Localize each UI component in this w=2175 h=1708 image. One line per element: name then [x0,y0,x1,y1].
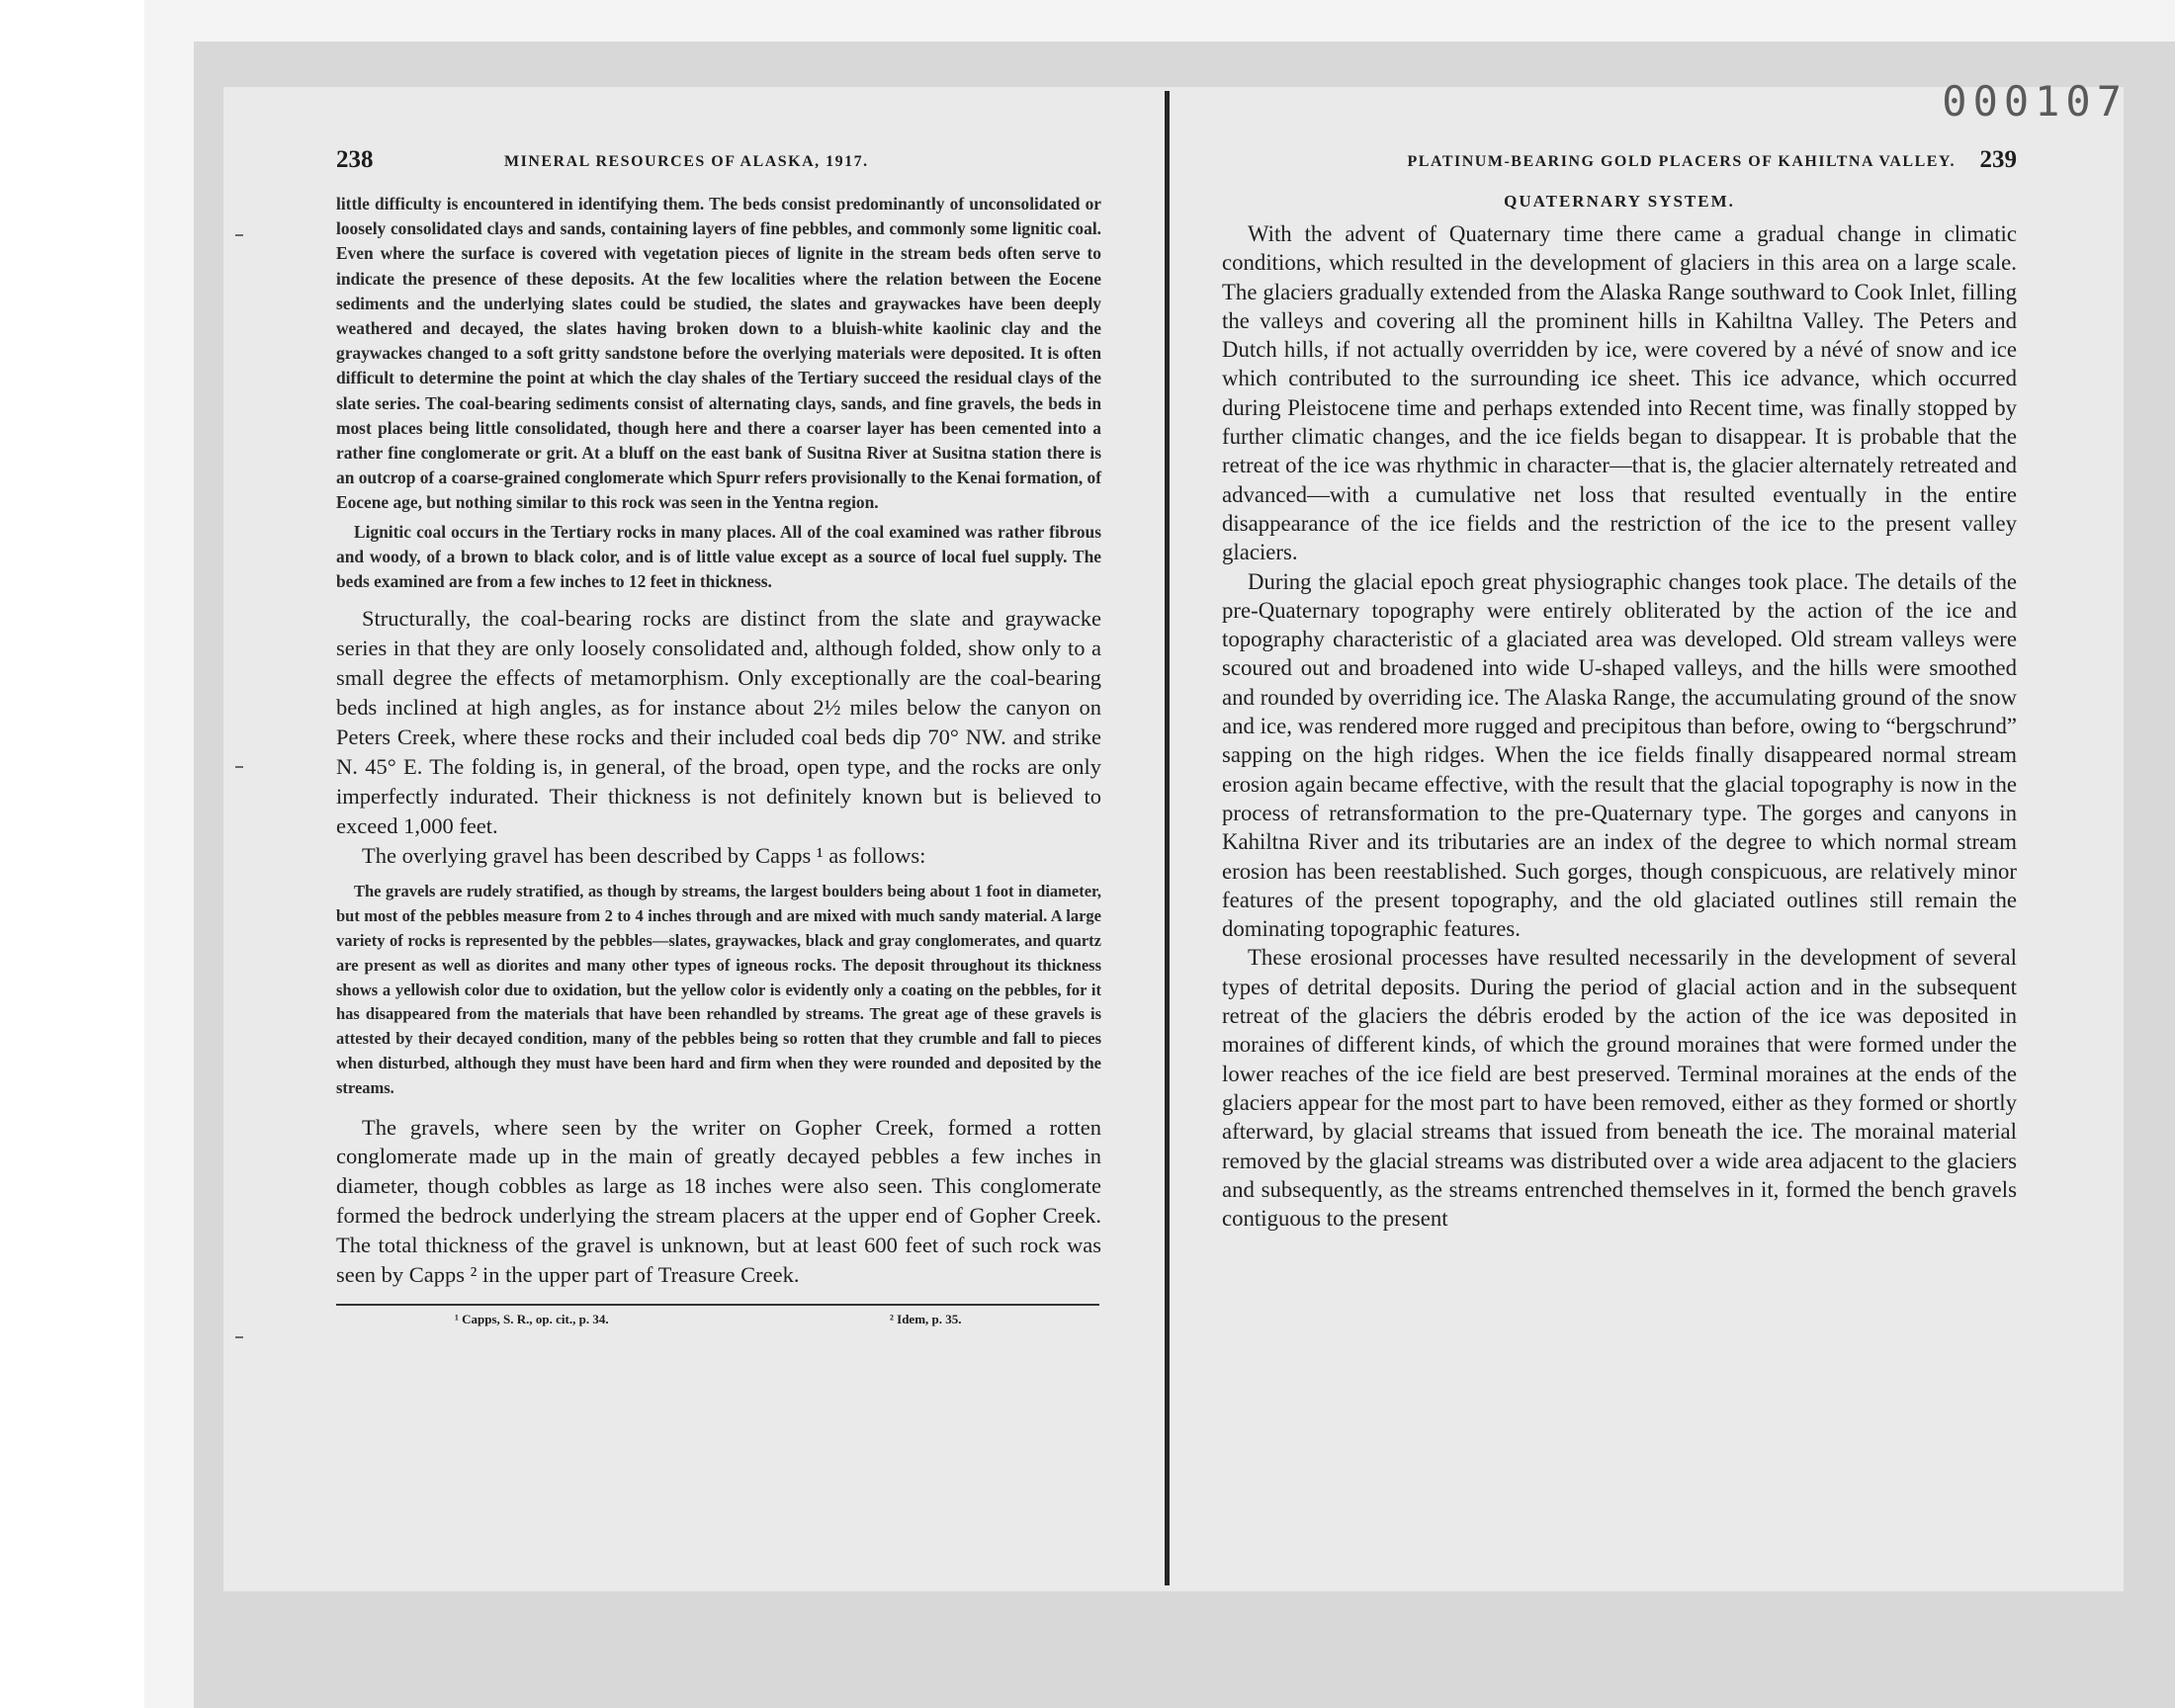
page-number: 239 [1979,146,2017,173]
section-heading: QUATERNARY SYSTEM. [1504,192,1735,211]
body-paragraph: Structurally, the coal-bearing rocks are distinct from the slate and graywacke series in that they are only loosely consolidated and, although folded, show only to a small degree the effects of metamorphism. Only exceptionally are the coal-bearing beds inclined at high angles, as for instance about 2½ miles below the canyon on Peters Creek, where these rocks and their included coal beds dip 70° NW. and strike N. 45° E. The folding is, in general, of the broad, open type, and the rocks are only imperfectly indurated. Their thickness is not definitely known but is believed to exceed 1,000 feet. [336,606,1101,838]
left-margin [0,0,144,1708]
margin-tick [235,1336,243,1338]
footnotes [336,1312,1101,1337]
left-page [336,146,1101,1337]
running-title: MINERAL RESOURCES OF ALASKA, 1917. [504,153,869,170]
document-stamp-number: 000107 [1942,77,2128,126]
running-title: PLATINUM-BEARING GOLD PLACERS OF KAHILTNA VALLEY. [1407,153,1956,170]
block-quote: The gravels are rudely stratified, as though by streams, the largest boulders being about 1 foot in diameter, but most of the pebbles measure from 2 to 4 inches through and are mixed with much sandy material. A large variety of rocks is represented by the pebbles—slates, graywackes, black and gray conglomerates, and quartz are present as well as diorites and many other types of igneous rocks. The deposit throughout its thickness shows a yellowish color due to oxidation, but the yellow color is evidently only a coating on the pebbles, for it has disappeared from the materials that have been rehandled by streams. The great age of these gravels is attested by their decayed condition, many of the pebbles being so rotten that they crumble and fall to pieces when disturbed, although they must have been hard and firm when they were rounded and deposited by the streams. [336,882,1101,1097]
page-gutter [1165,91,1170,1585]
left-page-header [336,146,1101,192]
margin-tick [235,234,243,236]
footnote: ² Idem, p. 35. [890,1312,962,1327]
right-page [1222,146,2017,1233]
small-paragraph: Lignitic coal occurs in the Tertiary rocks in many places. All of the coal examined was rather fibrous and woody, of a brown to black color, and is of little value except as a source of local fuel supply. The beds examined are from a few inches to 12 feet in thickness. [336,521,1101,592]
page-number: 238 [336,146,374,173]
body-paragraph: The overlying gravel has been described by Capps ¹ as follows: [362,842,926,868]
body-paragraph: These erosional processes have resulted necessarily in the development of several types of detrital deposits. During the period of glacial action and in the subsequent retreat of the glaciers the débris eroded by the action of the ice was deposited in moraines of different kinds, of which the ground moraines that were formed under the lower reaches of the ice field are best preserved. Terminal moraines at the ends of the glaciers appear for the most part to have been removed, either as they formed or shortly afterward, by glacial streams that issued from beneath the ice. The morainal material removed by the glacial streams was distributed over a wide area adjacent to the glaciers and subsequently, as the streams entrenched themselves in it, formed the bench gravels contiguous to the present [1222,945,2017,1232]
body-paragraph: During the glacial epoch great physiographic changes took place. The details of the pre-Quaternary topography were entirely obliterated by the action of the ice and topography characteristic of a glaciated area was developed. Old stream valleys were scoured out and broadened into wide U-shaped valleys, and the hills were smoothed and rounded by overriding ice. The Alaska Range, the accumulating ground of the snow and ice, was rendered more rugged and precipitous than before, owing to “bergschrund” sapping on the high ridges. When the ice fields finally disappeared normal stream erosion again became effective, with the result that the glacial topography is now in the process of retransformation to the pre-Quaternary type. The gorges and canyons in Kahiltna River and its tributaries are an index of the degree to which normal stream erosion has been reestablished. Such gorges, though conspicuous, are relatively minor features of the present topography, and the old glaciated outlines still remain the dominating topographic features. [1222,568,2017,942]
right-page-header [1222,146,2017,192]
small-paragraph: little difficulty is encountered in identifying them. The beds consist predominantly of unconsolidated or loosely consolidated clays and sands, containing layers of fine pebbles, and commonly some lignitic coal. Even where the surface is covered with vegetation pieces of lignite in the stream beds often serve to indicate the presence of these deposits. At the few localities where the relation between the Eocene sediments and the underlying slates could be studied, the slates and graywackes have been deeply weathered and decayed, the slates having broken down to a bluish-white kaolinic clay and the graywackes changed to a soft gritty sandstone before the overlying materials were deposited. It is often difficult to determine the point at which the clay shales of the Tertiary succeed the residual clays of the slate series. The coal-bearing sediments consist of alternating clays, sands, and fine gravels, the beds in most places being little consolidated, though here and there a coarser layer has been cemented into a rather fine conglomerate or grit. At a bluff on the east bank of Susitna River at Susitna station there is an outcrop of a coarse-grained conglomerate which Spurr refers provisionally to the Kenai formation, of Eocene age, but nothing similar to this rock was seen in the Yentna region. [336,194,1101,513]
body-paragraph: With the advent of Quaternary time there came a gradual change in climatic conditions, which resulted in the development of glaciers in this area on a large scale. The glaciers gradually extended from the Alaska Range southward to Cook Inlet, filling the valleys and covering all the prominent hills in Kahiltna Valley. The Peters and Dutch hills, if not actually overridden by ice, were covered by a névé of snow and ice which contributed to the surrounding ice sheet. This ice advance, which occurred during Pleistocene time and perhaps extended into Recent time, was finally stopped by further climatic changes, and the ice fields began to disappear. It is probable that the retreat of the ice was rhythmic in character—that is, the glacier alternately retreated and advanced—with a cumulative net loss that resulted eventually in the entire disappearance of the ice fields and the restriction of the ice to the present valley glaciers. [1222,221,2017,565]
footnote-divider [336,1304,1099,1306]
margin-tick [235,766,243,768]
footnote: ¹ Capps, S. R., op. cit., p. 34. [455,1312,609,1327]
body-paragraph: The gravels, where seen by the writer on Gopher Creek, formed a rotten conglomerate made up in the main of greatly decayed pebbles a few inches in diameter, though cobbles as large as 18 inches were also seen. This conglomerate formed the bedrock underlying the stream placers at the upper end of Gopher Creek. The total thickness of the gravel is unknown, but at least 600 feet of such rock was seen by Capps ² in the upper part of Treasure Creek. [336,1114,1101,1288]
